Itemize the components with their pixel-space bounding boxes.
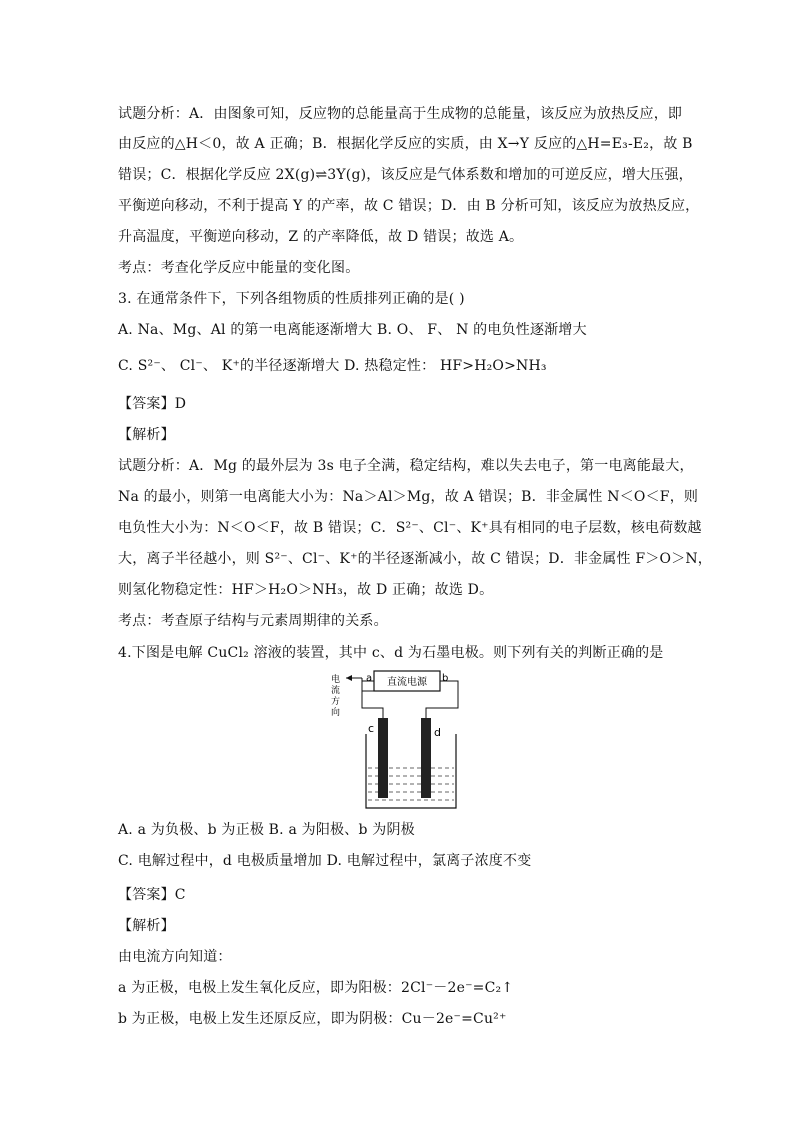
text-line: 考点：考查化学反应中能量的变化图。	[118, 260, 360, 276]
answer-label: 【答案】C	[118, 887, 186, 903]
text-line: 试题分析：A．由图象可知，反应物的总能量高于生成物的总能量，该反应为放热反应，即	[118, 106, 683, 122]
question-3-options-ab: A. Na、Mg、Al 的第一电离能逐渐增大 B. O、 F、 N 的电负性逐渐增大	[118, 322, 587, 338]
text-line: 由电流方向知道：	[118, 949, 232, 965]
question-4-options-ab: A. a 为负极、b 为正极 B. a 为阳极、b 为阴极	[118, 822, 415, 838]
question-3-options-cd: C. S²⁻、 Cl⁻、 K⁺的半径逐渐增大 D. 热稳定性： HF>H₂O>NH₃	[118, 358, 547, 374]
analysis-label: 【解析】	[118, 427, 175, 443]
text-line: Na 的最小，则第一电离能大小为：Na＞Al＞Mg，故 A 错误；B．非金属性 N＜O＜F，则	[118, 489, 699, 505]
question-3-stem: 3. 在通常条件下，下列各组物质的性质排列正确的是( )	[118, 291, 465, 307]
analysis-label: 【解析】	[118, 918, 175, 934]
current-direction-char: 向	[331, 708, 341, 718]
text-line: 错误；C．根据化学反应 2X(g)⇌3Y(g)，该反应是气体系数和增加的可逆反应，增大压强，	[118, 167, 693, 183]
text-line: 电负性大小为：N＜O＜F，故 B 错误；C．S²⁻、Cl⁻、K⁺具有相同的电子层数，核电荷数越	[118, 520, 702, 536]
text-line: 考点：考查原子结构与元素周期律的关系。	[118, 613, 388, 629]
text-line: 升高温度，平衡逆向移动，Z 的产率降低，故 D 错误；故选 A。	[118, 229, 524, 245]
electrode-d-label: d	[434, 726, 441, 739]
current-direction-char: 方	[331, 697, 341, 707]
terminal-b-label: b	[442, 673, 449, 684]
electrode-c-label: c	[368, 722, 375, 735]
question-4-options-cd: C. 电解过程中，d 电极质量增加 D. 电解过程中，氯离子浓度不变	[118, 853, 532, 869]
answer-label: 【答案】D	[118, 396, 187, 412]
current-direction-char: 流	[331, 686, 341, 696]
text-line: 则氢化物稳定性：HF＞H₂O＞NH₃，故 D 正确；故选 D。	[118, 582, 494, 598]
question-4-stem: 4.下图是电解 CuCl₂ 溶液的装置，其中 c、d 为石墨电极。则下列有关的判断正确的是	[118, 645, 664, 661]
current-direction-char: 电	[331, 675, 341, 685]
arrow-head-icon	[346, 675, 352, 681]
text-line: a 为正极，电极上发生氧化反应，即为阳极：2Cl⁻－2e⁻=C₂↑	[118, 980, 514, 996]
text-line: b 为正极，电极上发生还原反应，即为阴极：Cu－2e⁻=Cu²⁺	[118, 1011, 507, 1027]
text-line: 大，离子半径越小，则 S²⁻、Cl⁻、K⁺的半径逐渐减小，故 C 错误；D．非金属性 F＞O＞N，	[118, 551, 712, 567]
text-line: 由反应的△H＜0，故 A 正确；B．根据化学反应的实质，由 X→Y 反应的△H=E₃-E₂，故 B	[118, 136, 693, 152]
text-line: 试题分析：A．Mg 的最外层为 3s 电子全满，稳定结构，难以失去电子，第一电离能最大，	[118, 458, 694, 474]
electrolysis-apparatus-diagram	[326, 668, 466, 816]
terminal-a-label: a	[366, 673, 373, 684]
electrode-c	[378, 718, 388, 798]
electrode-d	[421, 718, 431, 798]
power-supply-label: 直流电源	[387, 677, 427, 688]
text-line: 平衡逆向移动，不利于提高 Y 的产率，故 C 错误；D．由 B 分析可知，该反应为放热反应，	[118, 198, 700, 214]
